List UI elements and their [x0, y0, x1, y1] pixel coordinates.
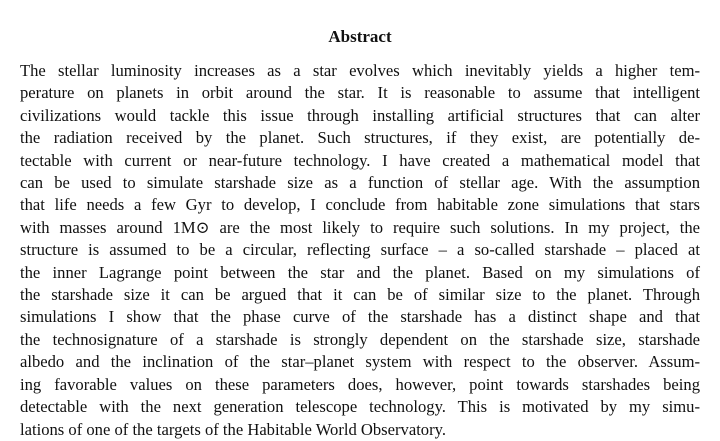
abstract-line: the radiation received by the planet. Such structures, if they exist, are potentially de-	[20, 128, 700, 148]
abstract-line: perature on planets in orbit around the star. It is reasonable to assume that intelligent	[20, 83, 700, 103]
abstract-line: can be used to simulate starshade size as a function of stellar age. With the assumption	[20, 173, 700, 193]
abstract-line: lations of one of the targets of the Habitable World Observatory.	[20, 419, 446, 439]
abstract-line: structure is assumed to be a circular, reflecting surface – a so-called starshade – placed at	[20, 240, 700, 260]
abstract-line: ing favorable values on these parameters does, however, point towards starshades being	[20, 374, 700, 394]
abstract-line: simulations I show that the phase curve of the starshade has a distinct shape and that	[20, 307, 700, 327]
abstract-line: albedo and the inclination of the star–planet system with respect to the observer. Assum-	[20, 352, 700, 372]
abstract-line: civilizations would tackle this issue through installing artificial structures that can alter	[20, 105, 700, 125]
abstract-heading: Abstract	[328, 27, 392, 46]
abstract-line: the starshade size it can be argued that it can be of similar size to the planet. Through	[20, 285, 700, 305]
abstract-line: with masses around 1M⊙ are the most likely to require such solutions. In my project, the	[20, 217, 700, 237]
abstract-line: the inner Lagrange point between the star and the planet. Based on my simulations of	[20, 262, 700, 282]
abstract-line: the technosignature of a starshade is strongly dependent on the starshade size, starshade	[20, 329, 700, 349]
abstract-line: tectable with current or near-future technology. I have created a mathematical model that	[20, 150, 700, 170]
abstract-line: The stellar luminosity increases as a star evolves which inevitably yields a higher tem-	[20, 61, 700, 80]
abstract-line: that life needs a few Gyr to develop, I conclude from habitable zone simulations that stars	[20, 195, 700, 215]
abstract-body	[20, 60, 700, 441]
abstract-line: detectable with the next generation telescope technology. This is motivated by my simu-	[20, 397, 700, 417]
